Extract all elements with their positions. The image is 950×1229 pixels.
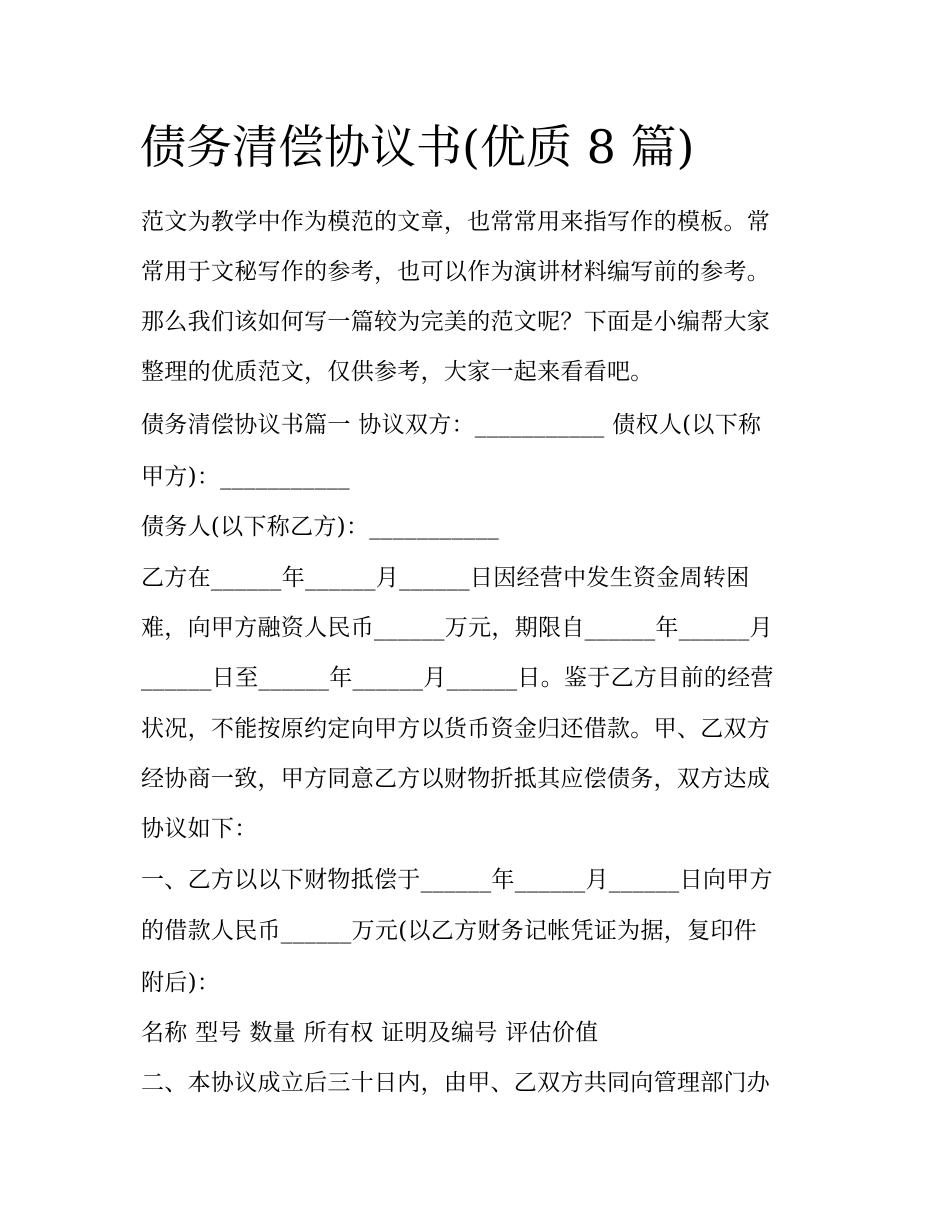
text-line: 债务清偿协议书篇一 协议双方：___________ 债权人(以下称 <box>141 412 762 438</box>
text-line: 经协商一致，甲方同意乙方以财物折抵其应偿债务，双方达成 <box>141 766 771 792</box>
text-line: ______日至______年______月______日。鉴于乙方目前的经营 <box>141 665 774 691</box>
text-line: 一、乙方以以下财物抵偿于______年______月______日向甲方 <box>141 867 773 893</box>
text-line: 范文为教学中作为模范的文章，也常常用来指写作的模板。常 <box>141 209 771 235</box>
text-line: 那么我们该如何写一篇较为完美的范文呢？下面是小编帮大家 <box>141 309 771 335</box>
text-line: 乙方在______年______月______日因经营中发生资金周转困 <box>141 565 750 591</box>
text-line: 的借款人民币______万元(以乙方财务记帐凭证为据，复印件 <box>141 918 757 944</box>
text-line: 债务人(以下称乙方)：___________ <box>141 514 500 540</box>
text-line: 甲方)：___________ <box>141 464 350 490</box>
text-line: 协议如下： <box>141 816 258 842</box>
text-line: 状况，不能按原约定向甲方以货币资金归还借款。甲、乙双方 <box>141 716 771 742</box>
text-line: 难，向甲方融资人民币______万元，期限自______年______月 <box>141 615 773 641</box>
text-line: 整理的优质范文，仅供参考，大家一起来看看吧。 <box>141 359 654 385</box>
document-title: 债务清偿协议书(优质 8 篇) <box>140 120 695 174</box>
text-line: 二、本协议成立后三十日内，由甲、乙双方共同向管理部门办 <box>141 1070 771 1096</box>
text-line: 名称 型号 数量 所有权 证明及编号 评估价值 <box>141 1020 599 1046</box>
text-line: 常用于文秘写作的参考，也可以作为演讲材料编写前的参考。 <box>141 259 771 285</box>
text-line: 附后)： <box>141 970 221 996</box>
